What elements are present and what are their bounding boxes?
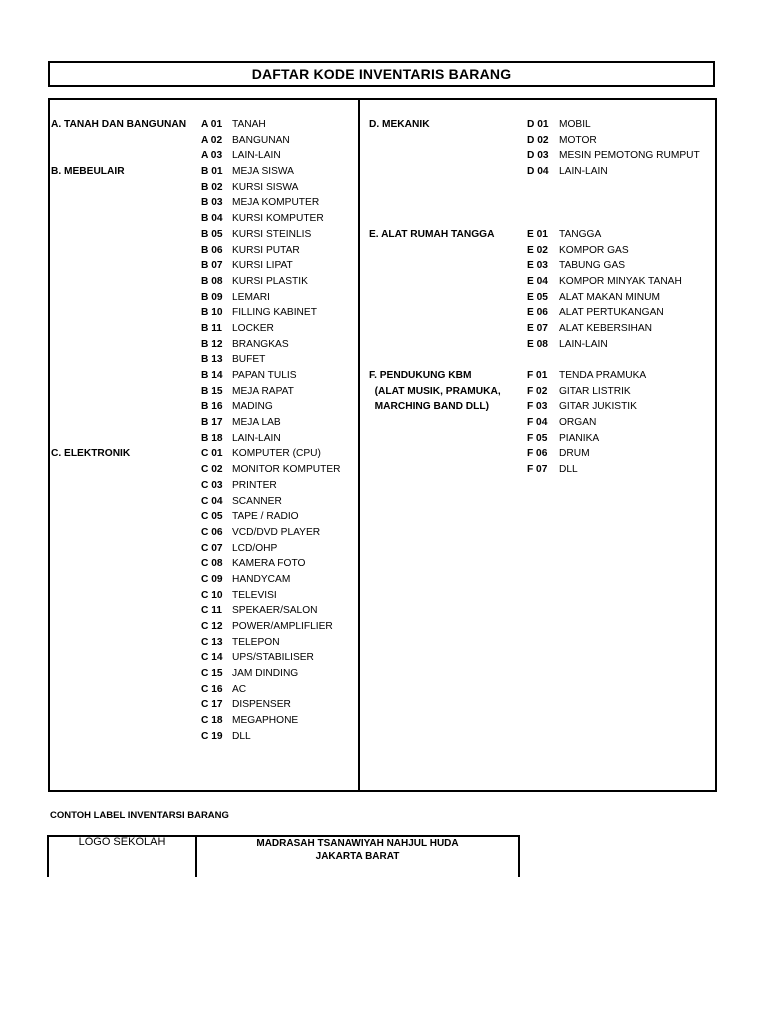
item-code: B 16 bbox=[201, 401, 223, 413]
item-name: AC bbox=[232, 683, 247, 695]
item-code: F 01 bbox=[527, 370, 548, 381]
item-code: F 05 bbox=[527, 432, 548, 444]
item-name: TELEVISI bbox=[232, 589, 277, 601]
category-label: E. ALAT RUMAH TANGGA bbox=[369, 228, 495, 240]
item-name: TAPE / RADIO bbox=[232, 511, 299, 523]
item-code: C 01 bbox=[201, 448, 223, 460]
item-name: JAM DINDING bbox=[232, 668, 299, 680]
item-name: DRUM bbox=[559, 448, 590, 460]
item-code: C 05 bbox=[201, 511, 223, 523]
item-name: LOCKER bbox=[232, 322, 274, 334]
item-code: C 13 bbox=[201, 636, 223, 648]
item-name: KOMPOR GAS bbox=[559, 244, 629, 256]
item-code: D 01 bbox=[527, 119, 549, 130]
item-name: TELEPON bbox=[232, 636, 280, 648]
item-code: C 10 bbox=[201, 589, 223, 601]
item-name: ORGAN bbox=[559, 417, 597, 429]
item-name: ALAT PERTUKANGAN bbox=[559, 307, 664, 319]
item-code: D 03 bbox=[527, 150, 549, 162]
item-code: B 11 bbox=[201, 322, 222, 334]
item-name: MADING bbox=[232, 401, 273, 413]
item-code: B 02 bbox=[201, 181, 223, 193]
item-name: SPEKAER/SALON bbox=[232, 605, 318, 617]
item-name: BRANGKAS bbox=[232, 338, 289, 350]
item-name: KURSI PLASTIK bbox=[232, 275, 308, 287]
category-label: (ALAT MUSIK, PRAMUKA, bbox=[369, 385, 501, 397]
item-code: B 10 bbox=[201, 307, 223, 319]
item-code: C 12 bbox=[201, 621, 223, 632]
item-name: MEJA LAB bbox=[232, 417, 281, 429]
item-code: A 02 bbox=[201, 134, 223, 146]
item-code: C 15 bbox=[201, 668, 223, 680]
item-code: B 04 bbox=[201, 213, 223, 225]
school-logo-placeholder: LOGO SEKOLAH bbox=[78, 836, 166, 848]
item-code: B 06 bbox=[201, 244, 223, 256]
item-code: B 07 bbox=[201, 260, 223, 272]
item-name: MEGAPHONE bbox=[232, 715, 299, 727]
item-code: B 13 bbox=[201, 354, 223, 366]
item-code: B 12 bbox=[201, 338, 223, 350]
item-name: PIANIKA bbox=[559, 432, 600, 444]
item-code: B 01 bbox=[201, 166, 223, 178]
item-code: B 05 bbox=[201, 228, 223, 240]
item-code: C 02 bbox=[201, 464, 223, 476]
item-name: MEJA SISWA bbox=[232, 166, 294, 178]
item-name: UPS/STABILISER bbox=[232, 652, 314, 664]
item-name: KURSI LIPAT bbox=[232, 260, 293, 272]
item-name: FILLING KABINET bbox=[232, 307, 317, 319]
item-code: F 03 bbox=[527, 401, 548, 413]
item-code: F 07 bbox=[527, 464, 548, 476]
item-code: C 11 bbox=[201, 605, 222, 617]
item-name: BANGUNAN bbox=[232, 134, 290, 146]
item-code: E 06 bbox=[527, 307, 548, 319]
item-name: MEJA RAPAT bbox=[232, 385, 294, 397]
category-label: A. TANAH DAN BANGUNAN bbox=[51, 119, 187, 130]
item-name: BUFET bbox=[232, 354, 266, 366]
item-code: C 14 bbox=[201, 652, 223, 664]
item-name: LAIN-LAIN bbox=[559, 338, 608, 350]
item-name: PAPAN TULIS bbox=[232, 370, 297, 381]
item-code: C 19 bbox=[201, 730, 223, 742]
item-name: KURSI KOMPUTER bbox=[232, 213, 324, 225]
item-name: ALAT KEBERSIHAN bbox=[559, 322, 653, 334]
item-code: C 07 bbox=[201, 542, 223, 554]
item-name: GITAR JUKISTIK bbox=[559, 401, 637, 413]
item-code: D 04 bbox=[527, 166, 549, 178]
item-code: F 02 bbox=[527, 385, 548, 397]
item-code: F 06 bbox=[527, 448, 548, 460]
school-name bbox=[197, 837, 518, 863]
item-name: ALAT MAKAN MINUM bbox=[559, 291, 660, 303]
item-name: MOTOR bbox=[559, 134, 597, 146]
item-name: TENDA PRAMUKA bbox=[559, 370, 647, 381]
item-code: C 17 bbox=[201, 699, 223, 711]
document-title: DAFTAR KODE INVENTARIS BARANG bbox=[251, 66, 512, 82]
item-code: F 04 bbox=[527, 417, 548, 429]
item-code: C 09 bbox=[201, 573, 223, 585]
item-code: B 17 bbox=[201, 417, 223, 429]
item-name: MOBIL bbox=[559, 119, 591, 130]
item-code: A 03 bbox=[201, 150, 223, 162]
item-code: C 16 bbox=[201, 683, 223, 695]
item-code: C 06 bbox=[201, 526, 223, 538]
item-name: LEMARI bbox=[232, 291, 270, 303]
item-name: LAIN-LAIN bbox=[232, 150, 281, 162]
item-name: POWER/AMPLIFLIER bbox=[232, 621, 333, 632]
item-code: A 01 bbox=[201, 119, 223, 130]
item-name: TANGGA bbox=[559, 228, 602, 240]
item-code: C 08 bbox=[201, 558, 223, 570]
item-name: DLL bbox=[232, 730, 251, 742]
item-name: KURSI PUTAR bbox=[232, 244, 300, 256]
category-label: B. MEBEULAIR bbox=[51, 166, 125, 178]
item-name: KOMPUTER (CPU) bbox=[232, 448, 321, 460]
item-name: TANAH bbox=[232, 119, 266, 130]
item-code: E 05 bbox=[527, 291, 548, 303]
item-code: B 03 bbox=[201, 197, 223, 209]
item-code: B 18 bbox=[201, 432, 223, 444]
item-name: GITAR LISTRIK bbox=[559, 385, 631, 397]
item-name: SCANNER bbox=[232, 495, 282, 507]
item-name: LCD/OHP bbox=[232, 542, 278, 554]
category-label: D. MEKANIK bbox=[369, 119, 430, 130]
item-name: KAMERA FOTO bbox=[232, 558, 306, 570]
item-code: C 03 bbox=[201, 479, 223, 491]
sample-label-title: CONTOH LABEL INVENTARSI BARANG bbox=[50, 810, 229, 821]
item-code: E 08 bbox=[527, 338, 548, 350]
item-code: C 18 bbox=[201, 715, 223, 727]
item-name: LAIN-LAIN bbox=[559, 166, 608, 178]
item-code: C 04 bbox=[201, 495, 223, 507]
item-code: B 14 bbox=[201, 370, 223, 381]
category-label: MARCHING BAND DLL) bbox=[369, 401, 489, 413]
item-name: KURSI STEINLIS bbox=[232, 228, 312, 240]
item-code: B 15 bbox=[201, 385, 223, 397]
item-code: E 04 bbox=[527, 275, 548, 287]
item-name: KURSI SISWA bbox=[232, 181, 299, 193]
item-name: MESIN PEMOTONG RUMPUT bbox=[559, 150, 700, 162]
item-name: PRINTER bbox=[232, 479, 277, 491]
school-name-line-1: MADRASAH TSANAWIYAH NAHJUL HUDA bbox=[256, 838, 459, 849]
school-name-line-2: JAKARTA BARAT bbox=[315, 851, 400, 862]
category-label: C. ELEKTRONIK bbox=[51, 448, 131, 460]
item-name: KOMPOR MINYAK TANAH bbox=[559, 275, 682, 287]
item-name: DLL bbox=[559, 464, 578, 476]
item-name: TABUNG GAS bbox=[559, 260, 626, 272]
item-name: DISPENSER bbox=[232, 699, 291, 711]
item-name: LAIN-LAIN bbox=[232, 432, 281, 444]
item-name: VCD/DVD PLAYER bbox=[232, 526, 321, 538]
inventory-code-table bbox=[48, 98, 717, 792]
item-name: MEJA KOMPUTER bbox=[232, 197, 320, 209]
item-code: B 08 bbox=[201, 275, 223, 287]
item-name: HANDYCAM bbox=[232, 573, 291, 585]
item-code: E 02 bbox=[527, 244, 548, 256]
item-code: B 09 bbox=[201, 291, 223, 303]
item-name: MONITOR KOMPUTER bbox=[232, 464, 341, 476]
item-code: D 02 bbox=[527, 134, 549, 146]
column-divider bbox=[358, 98, 360, 792]
item-code: E 01 bbox=[527, 228, 548, 240]
document-title-box bbox=[48, 61, 715, 87]
item-code: E 07 bbox=[527, 322, 548, 334]
item-code: E 03 bbox=[527, 260, 548, 272]
category-label: F. PENDUKUNG KBM bbox=[369, 370, 472, 381]
